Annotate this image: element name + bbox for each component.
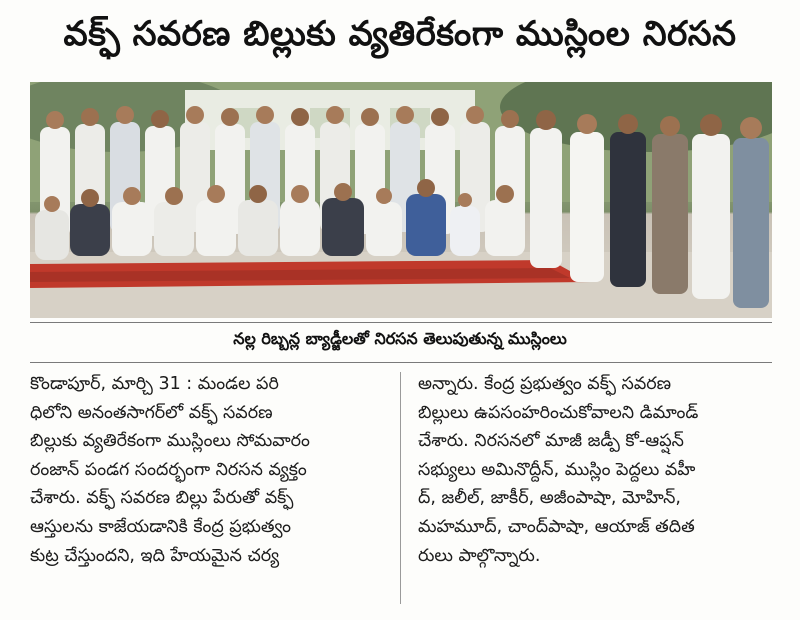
body-line: ద్, జలీల్, జాకీర్, అజీంపాషా, మోహిన్, — [418, 488, 681, 509]
body-line: చేశారు. నిరసనలో మాజీ జడ్పీ కో-ఆప్షన్ — [418, 431, 684, 452]
caption-rule-top — [30, 322, 772, 323]
photo-caption: నల్ల రిబ్బన్ల బ్యాడ్జీలతో నిరసన తెలుపుతున్న ముస్లింలు — [233, 329, 567, 348]
column-divider — [400, 372, 401, 604]
headline: వక్ఫ్ సవరణ బిల్లుకు వ్యతిరేకంగా ముస్లింల నిరసన — [63, 14, 737, 54]
protest-group-illustration — [30, 82, 772, 318]
body-line: ఆస్తులను కాజేయడానికి కేంద్ర ప్రభుత్వం — [30, 516, 291, 537]
body-line: మహమూద్, చాంద్‌పాషా, ఆయాజ్ తదిత — [418, 516, 695, 537]
body-line: చేశారు. వక్ఫ్ సవరణ బిల్లు పేరుతో వక్ఫ్ — [30, 488, 294, 509]
news-photo — [30, 82, 772, 318]
body-line: బిల్లుకు వ్యతిరేకంగా ముస్లింలు సోమవారం — [30, 431, 310, 452]
body-line: సభ్యులు అమినొద్దీన్, ముస్లిం పెద్దలు వహీ — [418, 459, 696, 480]
caption-rule-bottom — [30, 362, 772, 363]
body-line: కొండాపూర్, మార్చి 31 : మండల పరి — [30, 374, 279, 394]
article-column-right — [418, 370, 770, 570]
body-line: రంజాన్ పండగ సందర్భంగా నిరసన వ్యక్తం — [30, 459, 307, 480]
body-line: అన్నారు. కేంద్ర ప్రభుత్వం వక్ఫ్ సవరణ — [418, 374, 672, 394]
body-line: బిల్లులు ఉపసంహరించుకోవాలని డిమాండ్ — [418, 402, 699, 423]
body-line: రులు పాల్గొన్నారు. — [418, 545, 541, 566]
body-line: ధిలోని అనంతసాగర్‌లో వక్ఫ్ సవరణ — [30, 402, 273, 423]
article-column-left — [30, 370, 384, 570]
body-line: కుట్ర చేస్తుందని, ఇది హేయమైన చర్య — [30, 545, 280, 566]
